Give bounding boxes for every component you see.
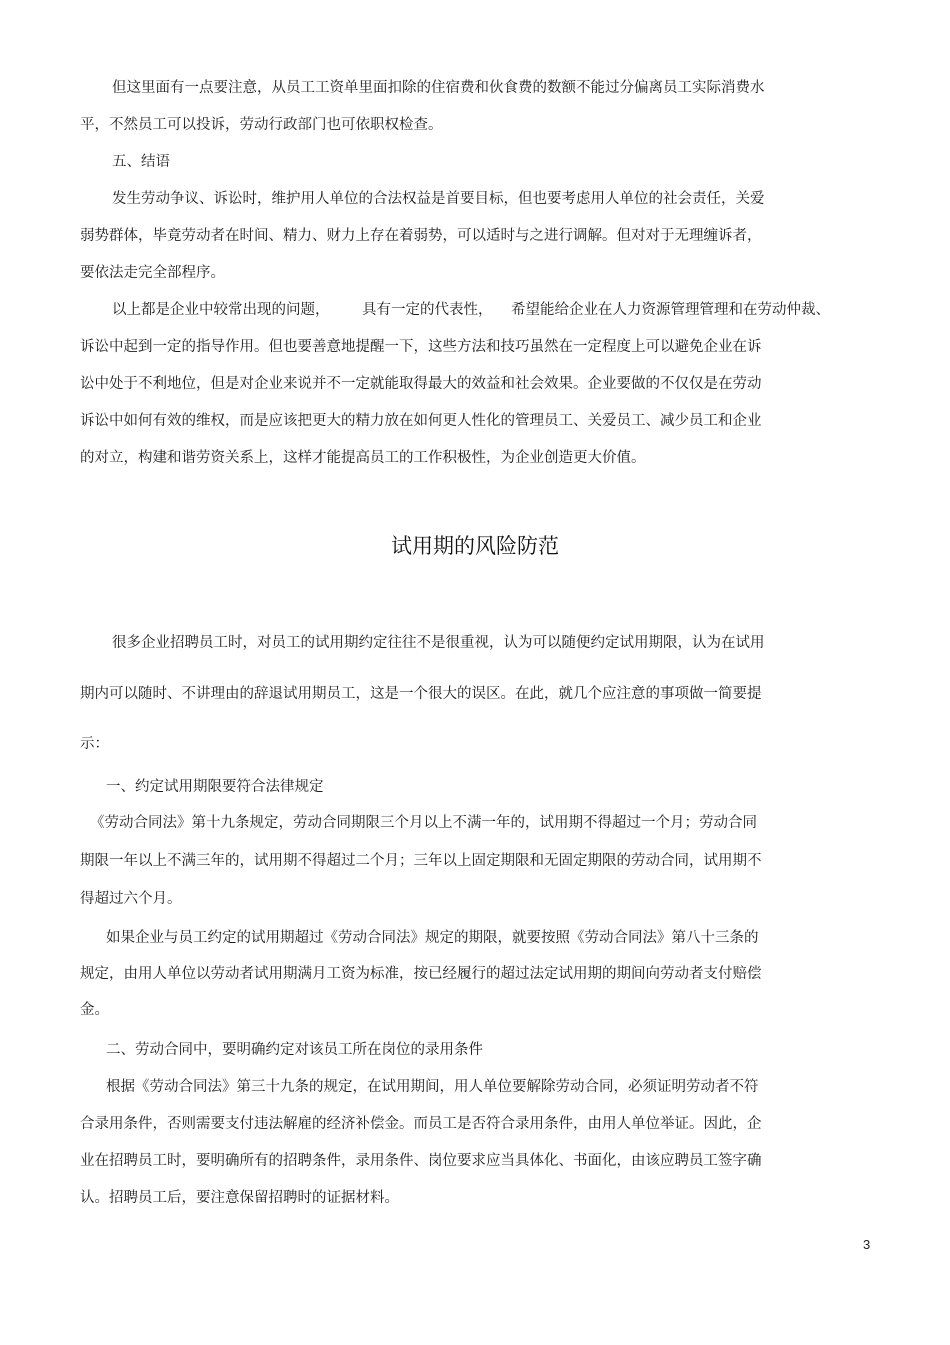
paragraph-line: 期内可以随时、不讲理由的辞退试用期员工，这是一个很大的误区。在此，就几个应注意的事项做一简要提 [80, 686, 762, 702]
paragraph-line: 讼中处于不利地位，但是对企业来说并不一定就能取得最大的效益和社会效果。企业要做的不仅仅是在劳动 [80, 376, 762, 392]
paragraph-line-part: 具有一定的代表性， [362, 302, 493, 318]
paragraph-line: 诉讼中如何有效的维权，而是应该把更大的精力放在如何更人性化的管理员工、关爱员工、减少员工和企业 [80, 413, 762, 429]
paragraph-line: 弱势群体，毕竟劳动者在时间、精力、财力上存在着弱势，可以适时与之进行调解。但对对于无理缠诉者， [80, 228, 762, 244]
section-title: 试用期的风险防范 [391, 534, 559, 558]
paragraph-line: 根据《劳动合同法》第三十九条的规定，在试用期间，用人单位要解除劳动合同，必须证明劳动者不符 [106, 1079, 759, 1095]
paragraph-line: 要依法走完全部程序。 [80, 265, 225, 281]
paragraph-line: 业在招聘员工时，要明确所有的招聘条件，录用条件、岗位要求应当具体化、书面化，由该应聘员工签字确 [80, 1153, 762, 1169]
paragraph-line: 但这里面有一点要注意，从员工工资单里面扣除的住宿费和伙食费的数额不能过分偏离员工实际消费水 [112, 80, 765, 96]
paragraph-line-part: 希望能给企业在人力资源管理管理和在劳动仲裁、 [511, 302, 830, 318]
subsection-heading: 一、约定试用期限要符合法律规定 [106, 779, 324, 795]
paragraph-line: 金。 [80, 1002, 109, 1018]
section-heading: 五、结语 [112, 154, 170, 170]
paragraph-line: 诉讼中起到一定的指导作用。但也要善意地提醒一下，这些方法和技巧虽然在一定程度上可以避免企业在诉 [80, 339, 762, 355]
paragraph-line: 合录用条件，否则需要支付违法解雇的经济补偿金。而员工是否符合录用条件，由用人单位举证。因此，企 [80, 1116, 762, 1132]
paragraph-line: 平，不然员工可以投诉，劳动行政部门也可依职权检查。 [80, 117, 443, 133]
paragraph-line-part: 以上都是企业中较常出现的问题， [112, 302, 330, 318]
paragraph-line: 规定，由用人单位以劳动者试用期满月工资为标准，按已经履行的超过法定试用期的期间向劳动者支付赔偿 [80, 966, 762, 982]
paragraph-line: 很多企业招聘员工时，对员工的试用期约定往往不是很重视，认为可以随便约定试用期限，认为在试用 [112, 635, 765, 651]
paragraph-line: 得超过六个月。 [80, 891, 182, 907]
paragraph-line: 示： [80, 736, 109, 752]
page-number: 3 [863, 1237, 871, 1252]
paragraph-line: 的对立，构建和谐劳资关系上，这样才能提高员工的工作积极性，为企业创造更大价值。 [80, 450, 646, 466]
paragraph-line: 认。招聘员工后，要注意保留招聘时的证据材料。 [80, 1190, 399, 1206]
paragraph-line: 《劳动合同法》第十九条规定，劳动合同期限三个月以上不满一年的，试用期不得超过一个月；劳动合同 [90, 815, 757, 831]
paragraph-line: 期限一年以上不满三年的，试用期不得超过二个月；三年以上固定期限和无固定期限的劳动合同，试用期不 [80, 853, 762, 869]
subsection-heading: 二、劳动合同中，要明确约定对该员工所在岗位的录用条件 [106, 1042, 483, 1058]
paragraph-line: 如果企业与员工约定的试用期超过《劳动合同法》规定的期限，就要按照《劳动合同法》第八十三条的 [106, 930, 759, 946]
paragraph-line: 发生劳动争议、诉讼时，维护用人单位的合法权益是首要目标，但也要考虑用人单位的社会责任，关爱 [112, 191, 765, 207]
